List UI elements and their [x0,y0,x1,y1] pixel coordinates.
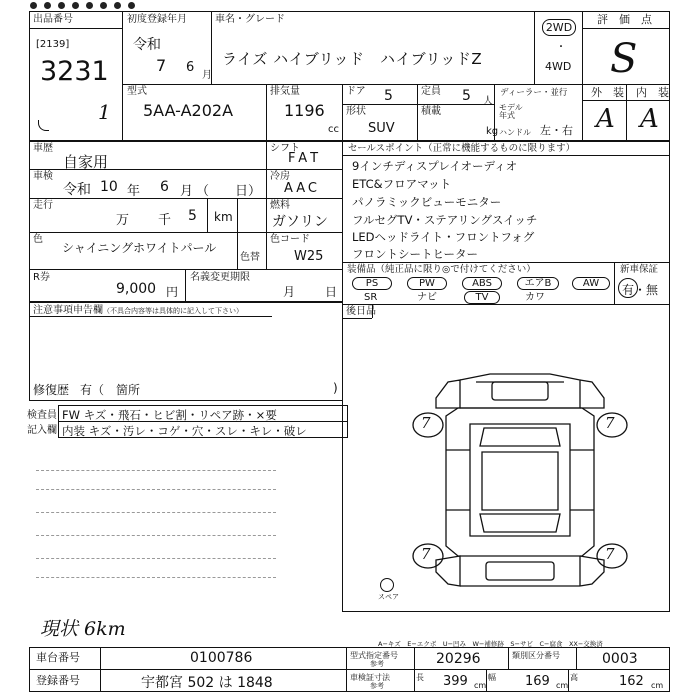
sales-point-2: ETC&フロアマット [352,177,452,191]
color-value: シャイニングホワイトパール [62,241,217,255]
equip-pw: PW [407,277,447,290]
sales-point-3: パノラミックビューモニター [352,195,502,209]
wheel-mark-rl: 7 [421,545,431,563]
height-label: 高 [570,673,578,682]
color-label: 色 [33,234,43,245]
wheel-mark-fl: 7 [421,414,431,432]
equip-sr: SR [364,292,378,303]
score-label: 評 価 点 [597,13,652,26]
registration-era: 令和 [133,37,161,53]
model-year-label: モデル年式 [499,103,523,120]
vin-label: 車台番号 [36,651,80,664]
equip-abs: ABS [462,277,502,290]
registration-label: 初度登録年月 [127,14,187,25]
equip-airbag: エアB [517,277,559,290]
top-dots [30,0,180,10]
inspection-unit-year: 年 [127,184,141,199]
displacement-unit: cc [328,124,339,135]
inspection-era: 令和 [63,182,91,198]
inspection-month: 6 [160,179,169,195]
damage-legend: A−キズ E−エクボ U−凹み W−補修跡 S−サビ C−腐食 XX−交換済 [378,640,603,648]
warranty-value: 有・無 [622,283,659,297]
name-change-label: 名義変更期限 [190,272,250,283]
height-value: 162 [619,674,644,689]
dims-label: 車検証寸法 [350,673,390,682]
dims-ref: 参考 [370,682,384,690]
handwritten-note: 現状 6km [40,618,126,640]
registration-month-unit: 月 [202,70,212,81]
shift-label: シフト [270,143,300,154]
sales-point-5: LEDヘッドライト・フロントフォグ [352,230,535,244]
equip-aw: AW [572,277,610,290]
name-change-day: 日 [325,285,338,299]
car-name-label: 車名・グレード [215,14,285,25]
inspection-label: 車検 [33,171,53,182]
fuel-label: 燃料 [270,200,290,211]
length-label: 長 [416,673,424,682]
doors-label: ドア [346,86,366,97]
length-unit: cm [474,681,487,690]
width-unit: cm [556,681,569,690]
notes-label: 注意事項申告欄 [33,305,103,316]
shift-value: FAT [288,151,323,166]
equip-tv: TV [464,291,500,304]
fuel-value: ガソリン [272,214,328,230]
aircon-value: AAC [284,181,320,196]
length-value: 399 [443,674,468,689]
doors-value: 5 [384,88,393,104]
repair-close: ) [333,381,338,395]
inspection-unit-month: 月 [180,184,194,199]
vin-value: 0100786 [190,650,253,666]
repair-value: 有（ 箇所 [80,383,141,397]
recycle-unit: 円 [166,285,179,299]
interior-value: A [640,104,659,134]
sales-points-label: セールスポイント（正常に機能するものに限ります） [348,143,576,154]
inspector-row-1-text: FW キズ・飛石・ヒビ割・リペア跡・×要 [62,408,277,422]
blank-line-6 [36,577,276,578]
height-unit: cm [651,681,664,690]
lot-mark: 1 [98,100,111,124]
blank-line-4 [36,535,276,536]
load-unit: kg [486,126,499,137]
width-value: 169 [525,674,550,689]
mileage-value: 5 [188,208,197,224]
wheel-mark-fr: 7 [605,414,615,432]
notes-sub: （不具合内容等は具体的に記入して下さい） [103,307,243,315]
type-designation-ref: 参考 [370,660,384,668]
type-designation-label: 型式指定番号 [350,651,398,660]
warranty-label: 新車保証 [620,264,659,275]
reg-label: 登録番号 [36,674,80,687]
exterior-label: 外 装 [591,86,624,99]
blank-line-1 [36,470,276,471]
rear-label: 後日品 [346,306,376,317]
sales-point-6: フロントシートヒーター [352,247,479,261]
lot-label: 出品番号 [33,14,73,25]
blank-line-3 [36,512,276,513]
shape-label: 形状 [346,106,366,117]
mileage-sen: 千 [158,213,172,228]
load-label: 積載 [421,106,441,117]
capacity-value: 5 [462,88,471,104]
inspector-label-1: 検査員 [27,410,57,421]
inspector-label-2: 記入欄 [27,425,57,436]
warranty-circle [618,278,638,298]
equip-leather: カワ [525,292,545,303]
drive-2wd: 2WD [542,19,576,36]
model-value: 5AA-A202A [143,101,234,120]
blank-line-2 [36,489,276,490]
name-change-month: 月 [283,285,296,299]
handle-value: 左・右 [540,124,573,137]
exterior-value: A [596,104,615,134]
wheel-mark-rr: 7 [605,545,615,563]
recycle-label: R券 [33,272,50,283]
score-value: S [610,36,638,82]
spare-label: スペア [378,593,399,601]
capacity-label: 定員 [421,86,441,97]
capacity-unit: 人 [483,96,493,107]
history-label: 車歴 [33,143,53,154]
blank-line-5 [36,558,276,559]
drive-4wd: 4WD [545,60,572,73]
equipment-label: 装備品（純正品に限り◎で付けてください） [347,264,536,275]
lot-number: 3231 [40,56,109,87]
car-name: ライズ ハイブリッド ハイブリッドZ [222,50,483,68]
spare-icon [380,578,394,592]
shape-value: SUV [368,121,395,136]
sales-point-4: フルセグTV・ステアリングスイッチ [352,213,538,227]
lot-sub: [2139] [36,39,70,50]
history-value: 自家用 [63,153,109,171]
color-code-value: W25 [294,249,324,264]
category-label: 類別区分番号 [512,651,560,660]
mileage-label: 走行 [33,200,53,211]
inspection-day: （ 日） [196,184,262,199]
model-label: 型式 [127,86,147,97]
displacement-label: 排気量 [270,86,300,97]
repair-label: 修復歴 [33,383,70,397]
color-code-label: 色コード [270,234,310,245]
interior-label: 内 装 [636,86,669,99]
registration-year: 7 [156,56,167,75]
equip-ps: PS [352,277,392,290]
handle-label: ハンドル [499,128,531,137]
sales-point-1: 9インチディスプレイオーディオ [352,159,518,173]
car-diagram [400,360,640,600]
color-change-label: 色替 [240,252,260,263]
drive-separator: ・ [556,42,566,53]
recycle-value: 9,000 [116,281,157,297]
mileage-man: 万 [116,213,130,228]
type-designation-value: 20296 [436,651,481,667]
displacement-value: 1196 [284,101,325,120]
inspector-row-2-text: 内装 キズ・汚レ・コゲ・穴・スレ・キレ・破レ [62,424,307,438]
equip-navi: ナビ [417,292,437,303]
aircon-label: 冷房 [270,171,290,182]
inspection-year: 10 [100,179,118,195]
mileage-unit: km [214,210,233,224]
registration-month: 6 [186,60,195,75]
category-value: 0003 [602,651,638,667]
dealer-label: ディーラー・並行 [500,88,568,98]
width-label: 幅 [488,673,496,682]
reg-value: 宇都宮 502 は 1848 [141,675,273,691]
